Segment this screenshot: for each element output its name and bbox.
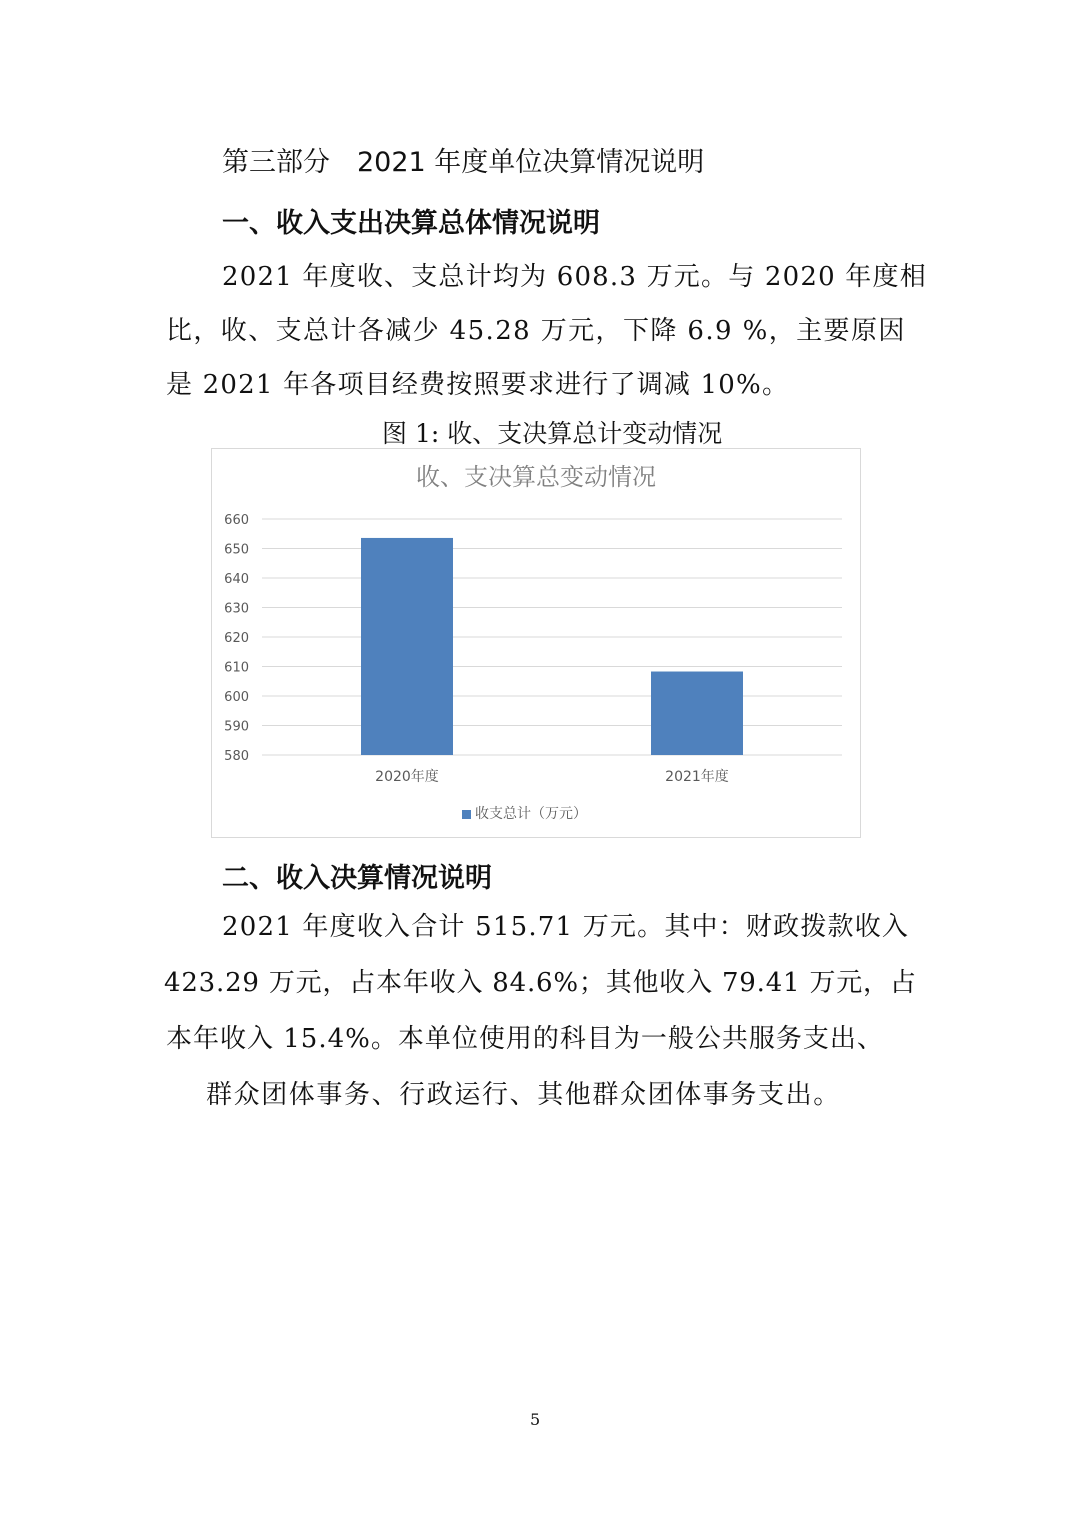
bar-1 xyxy=(361,538,453,755)
chart-svg xyxy=(212,449,860,837)
legend-swatch xyxy=(462,810,471,819)
figure-caption: 图 1: 收、支决算总计变动情况 xyxy=(382,419,723,448)
section1-line-2: 比，收、支总计各减少 45.28 万元，下降 6.9 %，主要原因 xyxy=(166,316,906,346)
section2-line-1: 2021 年度收入合计 515.71 万元。其中：财政拨款收入 xyxy=(222,912,910,942)
y-tick-label: 590 xyxy=(224,719,249,735)
bar-2 xyxy=(651,672,743,755)
y-tick-label: 630 xyxy=(224,601,249,617)
section1-line-1: 2021 年度收、支总计均为 608.3 万元。与 2020 年度相 xyxy=(222,262,927,292)
part-heading: 第三部分 2021 年度单位决算情况说明 xyxy=(222,147,705,178)
y-tick-label: 650 xyxy=(224,542,249,558)
chart-title: 收、支决算总变动情况 xyxy=(416,463,656,491)
y-tick-label: 600 xyxy=(224,690,249,705)
x-category-label: 2020年度 xyxy=(375,769,439,785)
legend-label: 收支总计（万元） xyxy=(475,806,587,822)
section2-line-3: 本年收入 15.4%。本单位使用的科目为一般公共服务支出、 xyxy=(166,1024,884,1054)
section2-line-4: 群众团体事务、行政运行、其他群众团体事务支出。 xyxy=(206,1080,841,1110)
section1-heading: 一、收入支出决算总体情况说明 xyxy=(222,208,600,239)
section2-line-2: 423.29 万元，占本年收入 84.6%；其他收入 79.41 万元，占 xyxy=(164,968,917,998)
y-tick-label: 580 xyxy=(224,749,249,764)
section1-line-3: 是 2021 年各项目经费按照要求进行了调减 10%。 xyxy=(166,370,790,400)
section2-heading: 二、收入决算情况说明 xyxy=(222,863,492,894)
chart-legend xyxy=(462,803,587,823)
y-tick-label: 620 xyxy=(224,631,249,646)
y-tick-label: 610 xyxy=(224,660,249,676)
y-tick-label: 640 xyxy=(224,572,249,587)
x-category-label: 2021年度 xyxy=(665,769,729,785)
page-number: 5 xyxy=(530,1410,541,1429)
y-tick-label: 660 xyxy=(224,513,249,528)
bar-chart xyxy=(211,448,861,838)
